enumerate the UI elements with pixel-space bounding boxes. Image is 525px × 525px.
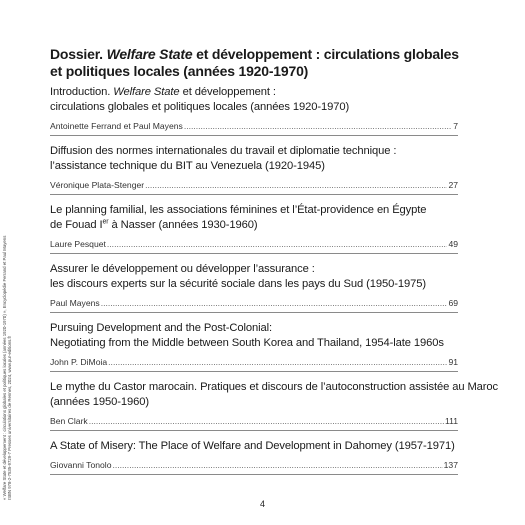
author-row <box>50 121 458 132</box>
entry-author: Antoinette Ferrand et Paul Mayens <box>50 121 183 131</box>
table-of-contents <box>50 85 499 483</box>
toc-entry[interactable] <box>50 321 458 372</box>
entry-title <box>50 203 458 233</box>
entry-title-line: circulations globales et politiques locales (années 1920-1970) <box>50 101 350 113</box>
entry-title <box>50 321 458 351</box>
entry-title-text: Introduction. <box>50 86 114 98</box>
dot-leader <box>108 357 447 368</box>
entry-author: Laure Pesquet <box>50 239 106 249</box>
entry-title <box>50 85 458 115</box>
entry-title-text: et développement : <box>179 86 276 98</box>
author-row <box>50 298 458 309</box>
vertical-copyright-note <box>2 230 28 500</box>
dossier-title-line1-rest: et développement : circulations globales <box>192 46 459 62</box>
entry-page-number: 111 <box>444 416 458 426</box>
dossier-title <box>50 46 470 80</box>
entry-author: John P. DiMoia <box>50 357 108 367</box>
entry-page-number: 7 <box>453 121 458 131</box>
dot-leader <box>89 416 444 427</box>
entry-title <box>50 144 458 174</box>
dossier-title-prefix: Dossier. <box>50 46 107 62</box>
toc-entry[interactable] <box>50 144 458 195</box>
page-number: 4 <box>259 499 265 509</box>
author-row <box>50 416 458 427</box>
entry-page-number: 69 <box>448 298 458 308</box>
entry-author: Giovanni Tonolo <box>50 460 112 470</box>
dot-leader <box>101 298 448 309</box>
entry-title <box>50 380 499 410</box>
toc-entry[interactable] <box>50 380 499 431</box>
entry-author: Véronique Plata-Stenger <box>50 180 145 190</box>
toc-entry[interactable] <box>50 262 458 313</box>
author-row <box>50 460 458 471</box>
dossier-title-line2: et politiques locales (années 1920-1970) <box>50 63 309 79</box>
entry-title-line: les discours experts sur la sécurité sociale dans les pays du Sud (1950-1975) <box>50 278 426 290</box>
entry-title-line: (années 1950-1960) <box>50 396 149 408</box>
toc-entry[interactable] <box>50 439 458 475</box>
entry-page-number: 137 <box>443 460 458 470</box>
dot-leader <box>112 460 442 471</box>
entry-title-line: Le mythe du Castor marocain. Pratiques et discours de l’autoconstruction assistée au Maroc <box>50 381 499 393</box>
entry-title <box>50 439 458 454</box>
dossier-title-italic: Welfare State <box>106 46 193 62</box>
entry-title-line: Assurer le développement ou développer l’assurance : <box>50 263 315 275</box>
entry-title-text: à Nasser (années 1930-1960) <box>108 219 258 231</box>
side-note-line: ISBN 978-2-7535-9729-7 Presses universitaires de Rennes, 2024, www.pur-editions.fr <box>7 335 13 500</box>
entry-title-text: de Fouad I <box>50 219 103 231</box>
dot-leader <box>145 180 447 191</box>
author-row <box>50 357 458 368</box>
entry-author: Ben Clark <box>50 416 88 426</box>
entry-title-italic: Welfare State <box>113 86 180 98</box>
entry-author: Paul Mayens <box>50 298 100 308</box>
side-note-line: « Welfare State et développement : circulations globales et politiques locales (années 1920-1970) », Encyclopédie Ferrand et Paul Mayens <box>2 235 7 500</box>
entry-page-number: 27 <box>448 180 458 190</box>
dot-leader <box>184 121 452 132</box>
entry-page-number: 49 <box>448 239 458 249</box>
entry-title-line: Le planning familial, les associations féminines et l’État-providence en Égypte <box>50 204 427 216</box>
author-row <box>50 239 458 250</box>
entry-title-line: A State of Misery: The Place of Welfare and Development in Dahomey (1957-1971) <box>50 440 455 452</box>
entry-title-line: Diffusion des normes internationales du travail et diplomatie technique : <box>50 145 397 157</box>
author-row <box>50 180 458 191</box>
toc-entry[interactable] <box>50 203 458 254</box>
entry-title-line: l’assistance technique du BIT au Venezuela (1920-1945) <box>50 160 325 172</box>
entry-title-superscript: er <box>102 218 109 226</box>
entry-page-number: 91 <box>448 357 458 367</box>
entry-title-line: Pursuing Development and the Post-Colonial: <box>50 322 273 334</box>
dot-leader <box>107 239 448 250</box>
entry-title <box>50 262 458 292</box>
entry-title-line: Negotiating from the Middle between South Korea and Thailand, 1954-late 1960s <box>50 337 444 349</box>
toc-entry[interactable] <box>50 85 458 136</box>
